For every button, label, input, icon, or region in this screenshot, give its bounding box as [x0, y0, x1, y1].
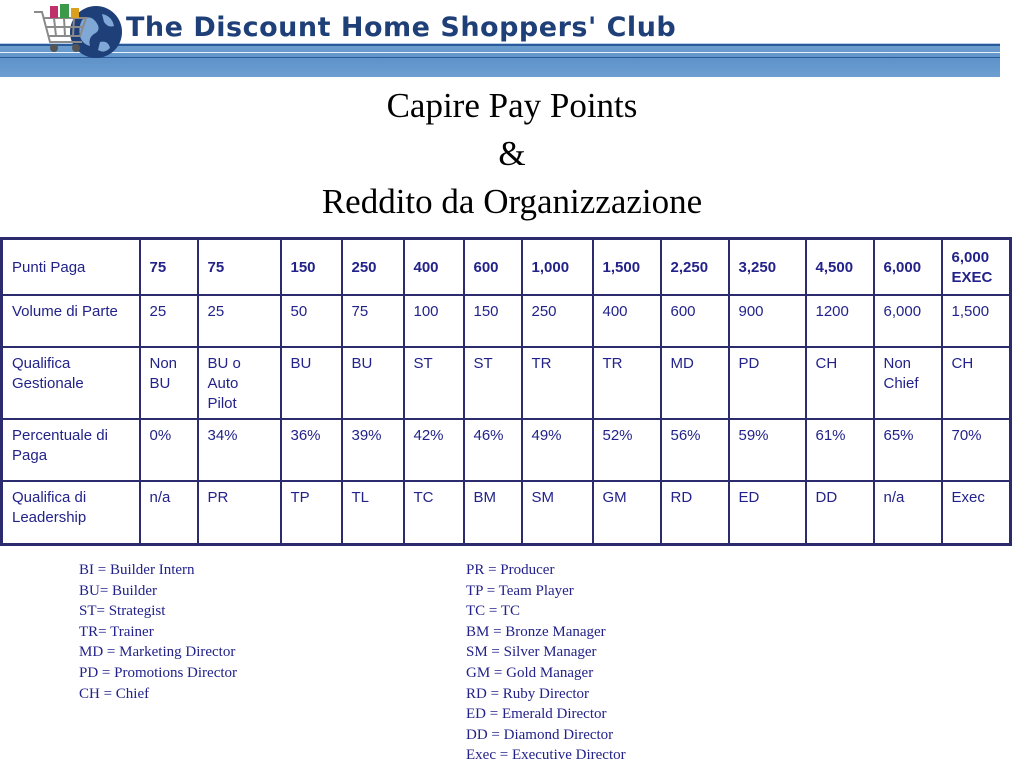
table-cell: BU [281, 347, 342, 419]
pay-points-table [0, 237, 1012, 546]
legend-item: RD = Ruby Director [466, 685, 590, 702]
table-cell: PD [729, 347, 806, 419]
table-cell: 600 [661, 295, 729, 347]
table-cell: 59% [729, 419, 806, 481]
legend-item: TR= Trainer [79, 623, 154, 640]
banner-stripe [0, 52, 1000, 53]
header-banner [0, 0, 1000, 77]
table-cell: ED [729, 481, 806, 545]
table-cell: 1200 [806, 295, 874, 347]
table-cell: Non BU [140, 347, 198, 419]
table-cell: 1,500 [593, 239, 661, 295]
table-cell: Exec [942, 481, 1011, 545]
table-row [2, 347, 1011, 419]
table-cell: 25 [198, 295, 281, 347]
table-cell: 1,500 [942, 295, 1011, 347]
table-cell: 34% [198, 419, 281, 481]
page-title [0, 82, 1024, 226]
table-cell: Non Chief [874, 347, 942, 419]
legend-item: GM = Gold Manager [466, 664, 594, 681]
legend-item: TC = TC [466, 603, 521, 620]
legend-item: DD = Diamond Director [466, 726, 614, 743]
table-cell: 25 [140, 295, 198, 347]
table-cell: 39% [342, 419, 404, 481]
table-cell: 4,500 [806, 239, 874, 295]
legend-item: BM = Bronze Manager [466, 623, 606, 640]
table-cell: TC [404, 481, 464, 545]
table-row [2, 419, 1011, 481]
table-cell: 75 [140, 239, 198, 295]
title-line-1: Capire Pay Points [386, 86, 638, 125]
table-cell: RD [661, 481, 729, 545]
table-cell: 75 [342, 295, 404, 347]
brand-title: The Discount Home Shoppers' Club [126, 12, 677, 43]
table-cell: SM [522, 481, 593, 545]
table-row [2, 481, 1011, 545]
legend-item: PD = Promotions Director [79, 664, 238, 681]
table-cell: 150 [464, 295, 522, 347]
banner-stripe [0, 57, 1000, 58]
table-cell: 61% [806, 419, 874, 481]
legend-item: MD = Marketing Director [79, 644, 236, 661]
table-cell: 900 [729, 295, 806, 347]
row-label: Volume di Parte [2, 295, 140, 347]
table-cell: n/a [874, 481, 942, 545]
table-cell: 400 [404, 239, 464, 295]
row-label: Qualifica di Leadership [2, 481, 140, 545]
table-cell: 36% [281, 419, 342, 481]
table-cell: 65% [874, 419, 942, 481]
legend-item: ED = Emerald Director [466, 706, 607, 723]
legend-right [466, 560, 626, 766]
table-cell: n/a [140, 481, 198, 545]
table-cell: 0% [140, 419, 198, 481]
shopping-cart-globe-icon [30, 2, 126, 68]
title-line-3: Reddito da Organizzazione [321, 182, 703, 221]
table-cell: ST [404, 347, 464, 419]
table-cell: 75 [198, 239, 281, 295]
table-cell: CH [806, 347, 874, 419]
legend-left [79, 560, 237, 704]
table-cell: TL [342, 481, 404, 545]
table-cell: MD [661, 347, 729, 419]
table-cell: 250 [522, 295, 593, 347]
table-cell: TP [281, 481, 342, 545]
legend-item: CH = Chief [79, 685, 150, 702]
table-cell: 400 [593, 295, 661, 347]
row-label: Percentuale di Paga [2, 419, 140, 481]
table-row [2, 239, 1011, 295]
legend-item: PR = Producer [466, 562, 555, 578]
legend-item: Exec = Executive Director [466, 747, 626, 764]
table-cell: 250 [342, 239, 404, 295]
table-row [2, 295, 1011, 347]
table-cell: 52% [593, 419, 661, 481]
table-cell: DD [806, 481, 874, 545]
table-cell: 150 [281, 239, 342, 295]
table-cell: 1,000 [522, 239, 593, 295]
table-cell: 70% [942, 419, 1011, 481]
table-cell: TR [522, 347, 593, 419]
table-cell: 100 [404, 295, 464, 347]
table-cell: 3,250 [729, 239, 806, 295]
legend-item: BU= Builder [79, 582, 158, 599]
title-line-2: & [498, 134, 526, 173]
table-cell: 56% [661, 419, 729, 481]
legend-item: SM = Silver Manager [466, 644, 597, 661]
table-cell: TR [593, 347, 661, 419]
row-label: Qualifica Gestionale [2, 347, 140, 419]
table-cell: 42% [404, 419, 464, 481]
table-cell: ST [464, 347, 522, 419]
table-cell: 49% [522, 419, 593, 481]
table-cell: 2,250 [661, 239, 729, 295]
row-label: Punti Paga [2, 239, 140, 295]
legend-item: TP = Team Player [466, 582, 574, 599]
table-cell: 600 [464, 239, 522, 295]
table-cell: CH [942, 347, 1011, 419]
legend-item: ST= Strategist [79, 603, 166, 620]
table-cell: BU o Auto Pilot [198, 347, 281, 419]
table-cell: 6,000 [874, 295, 942, 347]
table-cell: GM [593, 481, 661, 545]
banner-stripe [0, 44, 1000, 46]
legend-item: BI = Builder Intern [79, 562, 195, 578]
table-cell: 6,000 EXEC [942, 239, 1011, 295]
table-cell: 50 [281, 295, 342, 347]
table-cell: 6,000 [874, 239, 942, 295]
table-cell: BM [464, 481, 522, 545]
table-cell: PR [198, 481, 281, 545]
table-cell: 46% [464, 419, 522, 481]
table-cell: BU [342, 347, 404, 419]
